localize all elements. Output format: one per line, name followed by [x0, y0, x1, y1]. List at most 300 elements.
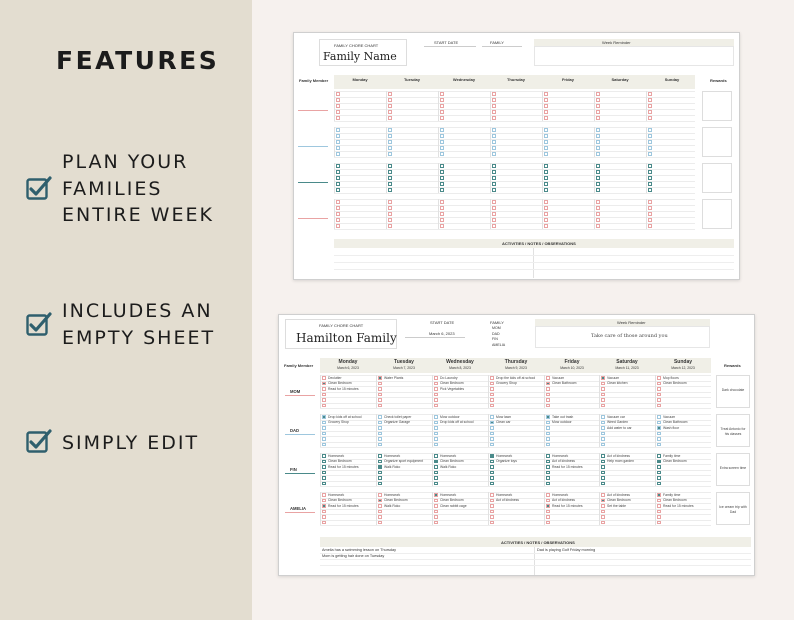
chore-checkbox[interactable]: [546, 482, 550, 486]
chore-checkbox[interactable]: [490, 432, 494, 436]
chore-checkbox[interactable]: [440, 200, 444, 204]
chore-checkbox[interactable]: [434, 387, 438, 391]
chore-checkbox[interactable]: [546, 465, 550, 469]
chore-checkbox[interactable]: [490, 387, 494, 391]
chore-item[interactable]: Act of kindness: [552, 498, 575, 503]
chore-checkbox[interactable]: [322, 482, 326, 486]
chore-checkbox[interactable]: [388, 110, 392, 114]
chore-checkbox[interactable]: [601, 476, 605, 480]
chore-checkbox[interactable]: [378, 476, 382, 480]
chore-item[interactable]: Clean Bedroom: [663, 498, 687, 503]
chore-checkbox[interactable]: [492, 140, 496, 144]
chore-checkbox[interactable]: [434, 460, 438, 464]
chore-checkbox[interactable]: [378, 432, 382, 436]
chore-checkbox[interactable]: [322, 432, 326, 436]
chore-checkbox[interactable]: [546, 476, 550, 480]
chore-checkbox[interactable]: [388, 140, 392, 144]
chore-checkbox[interactable]: [544, 104, 548, 108]
chore-checkbox[interactable]: [657, 382, 661, 386]
chore-checkbox[interactable]: [434, 454, 438, 458]
chore-item[interactable]: Organize sport equipment: [384, 459, 424, 464]
chore-checkbox[interactable]: [378, 415, 382, 419]
chore-checkbox[interactable]: [648, 92, 652, 96]
chore-item[interactable]: Clean Bathroom: [552, 381, 577, 386]
chore-checkbox[interactable]: [378, 387, 382, 391]
chore-checkbox[interactable]: [601, 443, 605, 447]
chore-checkbox[interactable]: [378, 376, 382, 380]
chore-item[interactable]: Act of kindness: [607, 453, 630, 458]
chore-checkbox[interactable]: [440, 212, 444, 216]
chore-checkbox[interactable]: [388, 206, 392, 210]
chore-checkbox[interactable]: [601, 482, 605, 486]
chore-checkbox[interactable]: [440, 104, 444, 108]
chore-checkbox[interactable]: [546, 437, 550, 441]
chore-checkbox[interactable]: [322, 476, 326, 480]
chore-checkbox[interactable]: [378, 454, 382, 458]
chore-checkbox[interactable]: [546, 376, 550, 380]
chore-checkbox[interactable]: [546, 443, 550, 447]
chore-checkbox[interactable]: [601, 454, 605, 458]
chore-checkbox[interactable]: [490, 493, 494, 497]
chore-checkbox[interactable]: [490, 443, 494, 447]
chore-checkbox[interactable]: [490, 499, 494, 503]
chore-checkbox[interactable]: [440, 128, 444, 132]
chore-item[interactable]: Clean Bathroom: [663, 420, 688, 425]
chore-checkbox[interactable]: [378, 382, 382, 386]
chore-item[interactable]: Mow outdoor: [440, 414, 460, 419]
reward-box[interactable]: [702, 199, 732, 229]
chore-checkbox[interactable]: [648, 200, 652, 204]
chore-checkbox[interactable]: [336, 146, 340, 150]
chore-checkbox[interactable]: [601, 437, 605, 441]
chore-checkbox[interactable]: [648, 218, 652, 222]
chore-checkbox[interactable]: [440, 110, 444, 114]
chore-checkbox[interactable]: [388, 224, 392, 228]
chore-checkbox[interactable]: [336, 224, 340, 228]
chore-checkbox[interactable]: [546, 415, 550, 419]
chore-checkbox[interactable]: [440, 164, 444, 168]
note-3[interactable]: Dad is playing Golf Friday morning: [537, 548, 596, 552]
chore-checkbox[interactable]: [490, 426, 494, 430]
chore-checkbox[interactable]: [490, 376, 494, 380]
chore-item[interactable]: Homework: [328, 453, 345, 458]
chore-checkbox[interactable]: [657, 393, 661, 397]
chore-checkbox[interactable]: [648, 188, 652, 192]
chore-checkbox[interactable]: [388, 170, 392, 174]
chore-item[interactable]: Clean Bedroom: [607, 498, 631, 503]
chore-item[interactable]: Clean Bedroom: [663, 459, 687, 464]
reward-box[interactable]: [702, 91, 732, 121]
chore-checkbox[interactable]: [657, 460, 661, 464]
chore-checkbox[interactable]: [492, 152, 496, 156]
chore-checkbox[interactable]: [657, 465, 661, 469]
chore-checkbox[interactable]: [546, 426, 550, 430]
chore-checkbox[interactable]: [490, 460, 494, 464]
chore-checkbox[interactable]: [492, 164, 496, 168]
reward-box[interactable]: [702, 127, 732, 157]
chore-checkbox[interactable]: [601, 460, 605, 464]
chore-checkbox[interactable]: [601, 471, 605, 475]
chore-checkbox[interactable]: [492, 110, 496, 114]
chore-checkbox[interactable]: [490, 437, 494, 441]
chore-checkbox[interactable]: [440, 182, 444, 186]
chore-checkbox[interactable]: [544, 116, 548, 120]
chore-checkbox[interactable]: [657, 421, 661, 425]
chore-checkbox[interactable]: [596, 224, 600, 228]
chore-checkbox[interactable]: [440, 134, 444, 138]
chore-checkbox[interactable]: [440, 206, 444, 210]
chore-checkbox[interactable]: [336, 164, 340, 168]
chore-checkbox[interactable]: [378, 393, 382, 397]
chore-checkbox[interactable]: [336, 218, 340, 222]
member-name[interactable]: MOM: [290, 389, 301, 394]
chore-item[interactable]: Walk Roko: [384, 503, 401, 508]
chore-checkbox[interactable]: [544, 128, 548, 132]
chore-checkbox[interactable]: [336, 170, 340, 174]
chore-checkbox[interactable]: [434, 465, 438, 469]
chore-checkbox[interactable]: [388, 188, 392, 192]
chore-checkbox[interactable]: [434, 376, 438, 380]
chore-checkbox[interactable]: [648, 116, 652, 120]
chore-checkbox[interactable]: [492, 170, 496, 174]
chore-checkbox[interactable]: [336, 152, 340, 156]
chore-item[interactable]: Homework: [384, 492, 401, 497]
chore-item[interactable]: Clean kitchen: [607, 381, 628, 386]
chore-checkbox[interactable]: [596, 134, 600, 138]
chore-checkbox[interactable]: [434, 437, 438, 441]
member-name[interactable]: FIN: [290, 467, 297, 472]
chore-checkbox[interactable]: [434, 443, 438, 447]
chore-checkbox[interactable]: [546, 398, 550, 402]
chore-checkbox[interactable]: [322, 382, 326, 386]
chore-checkbox[interactable]: [601, 404, 605, 408]
chore-checkbox[interactable]: [490, 382, 494, 386]
chore-checkbox[interactable]: [322, 499, 326, 503]
chore-checkbox[interactable]: [544, 188, 548, 192]
chore-checkbox[interactable]: [378, 521, 382, 525]
chore-item[interactable]: Vacuum: [663, 414, 676, 419]
chore-item[interactable]: Family time: [663, 453, 681, 458]
chore-checkbox[interactable]: [596, 140, 600, 144]
chore-checkbox[interactable]: [546, 471, 550, 475]
chore-checkbox[interactable]: [596, 116, 600, 120]
chore-checkbox[interactable]: [434, 482, 438, 486]
chore-checkbox[interactable]: [596, 110, 600, 114]
chore-item[interactable]: Drop kids off at school: [440, 420, 474, 425]
chore-item[interactable]: Homework: [440, 492, 457, 497]
chore-item[interactable]: Walk Roko: [440, 464, 457, 469]
chore-item[interactable]: Walk Roko: [384, 464, 401, 469]
chore-checkbox[interactable]: [322, 521, 326, 525]
chore-checkbox[interactable]: [322, 415, 326, 419]
chore-checkbox[interactable]: [657, 398, 661, 402]
chore-checkbox[interactable]: [492, 98, 496, 102]
chore-checkbox[interactable]: [492, 218, 496, 222]
chore-checkbox[interactable]: [648, 170, 652, 174]
chore-checkbox[interactable]: [322, 471, 326, 475]
chore-checkbox[interactable]: [492, 104, 496, 108]
chore-checkbox[interactable]: [648, 212, 652, 216]
chore-item[interactable]: Homework: [552, 492, 569, 497]
chore-checkbox[interactable]: [657, 515, 661, 519]
chore-checkbox[interactable]: [596, 212, 600, 216]
chore-checkbox[interactable]: [378, 504, 382, 508]
chore-item[interactable]: Drop the kids off at school: [496, 375, 536, 380]
chore-checkbox[interactable]: [596, 170, 600, 174]
chore-checkbox[interactable]: [546, 510, 550, 514]
chore-item[interactable]: Organize Garage: [384, 420, 411, 425]
chore-checkbox[interactable]: [388, 152, 392, 156]
chore-checkbox[interactable]: [492, 134, 496, 138]
chore-checkbox[interactable]: [322, 426, 326, 430]
chore-checkbox[interactable]: [601, 376, 605, 380]
chore-checkbox[interactable]: [434, 415, 438, 419]
chore-checkbox[interactable]: [544, 170, 548, 174]
chore-checkbox[interactable]: [322, 437, 326, 441]
chore-checkbox[interactable]: [657, 476, 661, 480]
chore-checkbox[interactable]: [648, 206, 652, 210]
chore-checkbox[interactable]: [544, 98, 548, 102]
note-1[interactable]: Amelia has a swimming lesson on Thursday: [322, 548, 397, 552]
chore-checkbox[interactable]: [490, 510, 494, 514]
chore-checkbox[interactable]: [378, 499, 382, 503]
chore-checkbox[interactable]: [601, 382, 605, 386]
chore-checkbox[interactable]: [322, 421, 326, 425]
chore-checkbox[interactable]: [544, 218, 548, 222]
chore-checkbox[interactable]: [388, 164, 392, 168]
chore-checkbox[interactable]: [322, 465, 326, 469]
chore-item[interactable]: Read for 15 minutes: [663, 503, 694, 508]
chore-item[interactable]: Take out trash: [552, 414, 574, 419]
chore-checkbox[interactable]: [601, 515, 605, 519]
chore-checkbox[interactable]: [322, 504, 326, 508]
chore-checkbox[interactable]: [601, 465, 605, 469]
chore-checkbox[interactable]: [336, 176, 340, 180]
chore-checkbox[interactable]: [544, 92, 548, 96]
chore-checkbox[interactable]: [492, 182, 496, 186]
reward-box[interactable]: [702, 163, 732, 193]
chore-checkbox[interactable]: [601, 493, 605, 497]
chore-checkbox[interactable]: [546, 421, 550, 425]
chore-checkbox[interactable]: [336, 188, 340, 192]
chore-checkbox[interactable]: [544, 176, 548, 180]
chore-item[interactable]: Do Laundry: [440, 375, 458, 380]
chore-checkbox[interactable]: [322, 510, 326, 514]
chore-checkbox[interactable]: [601, 426, 605, 430]
chore-checkbox[interactable]: [492, 92, 496, 96]
chore-checkbox[interactable]: [378, 421, 382, 425]
chore-checkbox[interactable]: [336, 140, 340, 144]
chore-checkbox[interactable]: [434, 421, 438, 425]
chore-item[interactable]: Homework: [552, 453, 569, 458]
chore-checkbox[interactable]: [544, 224, 548, 228]
chore-checkbox[interactable]: [434, 398, 438, 402]
chore-checkbox[interactable]: [544, 212, 548, 216]
chore-checkbox[interactable]: [434, 426, 438, 430]
chore-checkbox[interactable]: [596, 92, 600, 96]
chore-checkbox[interactable]: [322, 404, 326, 408]
chore-checkbox[interactable]: [601, 510, 605, 514]
chore-checkbox[interactable]: [336, 110, 340, 114]
chore-checkbox[interactable]: [388, 212, 392, 216]
chore-checkbox[interactable]: [440, 176, 444, 180]
chore-checkbox[interactable]: [440, 98, 444, 102]
chore-checkbox[interactable]: [657, 432, 661, 436]
chore-checkbox[interactable]: [490, 482, 494, 486]
chore-checkbox[interactable]: [601, 432, 605, 436]
chore-item[interactable]: Read for 15 minutes: [552, 464, 583, 469]
chore-checkbox[interactable]: [388, 182, 392, 186]
chore-checkbox[interactable]: [648, 140, 652, 144]
chore-checkbox[interactable]: [440, 146, 444, 150]
chore-item[interactable]: Clean Bedroom: [328, 381, 352, 386]
chore-checkbox[interactable]: [601, 504, 605, 508]
chore-checkbox[interactable]: [378, 465, 382, 469]
chore-item[interactable]: Mow lawn: [496, 414, 512, 419]
chore-checkbox[interactable]: [434, 432, 438, 436]
chore-checkbox[interactable]: [490, 465, 494, 469]
reward-text[interactable]: Ice cream trip with Dad: [719, 505, 747, 514]
chore-checkbox[interactable]: [378, 471, 382, 475]
chore-item[interactable]: Act of kindness: [607, 492, 630, 497]
chore-checkbox[interactable]: [490, 471, 494, 475]
chore-checkbox[interactable]: [648, 164, 652, 168]
chore-item[interactable]: Read for 15 minutes: [552, 503, 583, 508]
chore-checkbox[interactable]: [434, 476, 438, 480]
chore-item[interactable]: Homework: [496, 492, 513, 497]
chore-checkbox[interactable]: [378, 510, 382, 514]
chore-checkbox[interactable]: [492, 146, 496, 150]
chore-checkbox[interactable]: [440, 188, 444, 192]
chore-checkbox[interactable]: [648, 110, 652, 114]
chore-checkbox[interactable]: [657, 443, 661, 447]
chore-checkbox[interactable]: [492, 188, 496, 192]
chore-checkbox[interactable]: [388, 176, 392, 180]
chore-item[interactable]: Clean Bedroom: [440, 498, 464, 503]
chore-checkbox[interactable]: [546, 504, 550, 508]
chore-checkbox[interactable]: [490, 404, 494, 408]
chore-item[interactable]: Read for 15 minutes: [328, 386, 359, 391]
chore-checkbox[interactable]: [322, 493, 326, 497]
chore-checkbox[interactable]: [490, 393, 494, 397]
chore-checkbox[interactable]: [596, 104, 600, 108]
chore-item[interactable]: Clean Bedroom: [328, 459, 352, 464]
chore-checkbox[interactable]: [440, 218, 444, 222]
chore-checkbox[interactable]: [434, 393, 438, 397]
chore-checkbox[interactable]: [434, 404, 438, 408]
chore-checkbox[interactable]: [544, 200, 548, 204]
chore-checkbox[interactable]: [388, 218, 392, 222]
chore-checkbox[interactable]: [490, 515, 494, 519]
chore-checkbox[interactable]: [596, 206, 600, 210]
chore-checkbox[interactable]: [648, 104, 652, 108]
chore-item[interactable]: Clean car: [496, 420, 511, 425]
chore-checkbox[interactable]: [657, 482, 661, 486]
chore-checkbox[interactable]: [336, 200, 340, 204]
chore-checkbox[interactable]: [336, 98, 340, 102]
chore-checkbox[interactable]: [490, 521, 494, 525]
chore-checkbox[interactable]: [596, 152, 600, 156]
chore-checkbox[interactable]: [648, 134, 652, 138]
chore-checkbox[interactable]: [490, 415, 494, 419]
chore-checkbox[interactable]: [388, 134, 392, 138]
chore-checkbox[interactable]: [657, 493, 661, 497]
chore-checkbox[interactable]: [492, 206, 496, 210]
chore-checkbox[interactable]: [657, 437, 661, 441]
chore-item[interactable]: Homework: [328, 492, 345, 497]
chore-checkbox[interactable]: [378, 426, 382, 430]
chore-item[interactable]: Read for 15 minutes: [328, 464, 359, 469]
chore-checkbox[interactable]: [648, 98, 652, 102]
chore-checkbox[interactable]: [546, 493, 550, 497]
chore-checkbox[interactable]: [596, 146, 600, 150]
chore-item[interactable]: Grocery Shop: [496, 381, 517, 386]
chore-item[interactable]: Declutter: [328, 375, 342, 380]
chore-checkbox[interactable]: [596, 176, 600, 180]
chore-item[interactable]: Clean Bedroom: [328, 498, 352, 503]
chore-checkbox[interactable]: [601, 499, 605, 503]
chore-checkbox[interactable]: [648, 176, 652, 180]
chore-item[interactable]: Wash floor: [663, 425, 680, 430]
chore-checkbox[interactable]: [546, 460, 550, 464]
chore-item[interactable]: Family time: [663, 492, 681, 497]
chore-checkbox[interactable]: [544, 146, 548, 150]
chore-checkbox[interactable]: [378, 398, 382, 402]
chore-checkbox[interactable]: [440, 116, 444, 120]
chore-checkbox[interactable]: [492, 176, 496, 180]
chore-checkbox[interactable]: [388, 128, 392, 132]
chore-checkbox[interactable]: [440, 140, 444, 144]
chore-checkbox[interactable]: [657, 471, 661, 475]
chore-item[interactable]: Clean Bedroom: [663, 381, 687, 386]
reward-text[interactable]: Dark chocolate: [721, 388, 745, 392]
chore-checkbox[interactable]: [434, 510, 438, 514]
chore-checkbox[interactable]: [440, 224, 444, 228]
chore-checkbox[interactable]: [546, 382, 550, 386]
chore-item[interactable]: Act of kindness: [496, 498, 519, 503]
chore-checkbox[interactable]: [490, 504, 494, 508]
chore-checkbox[interactable]: [648, 146, 652, 150]
chore-checkbox[interactable]: [648, 182, 652, 186]
chore-checkbox[interactable]: [336, 182, 340, 186]
chore-checkbox[interactable]: [657, 426, 661, 430]
chore-item[interactable]: Vacuum: [607, 375, 620, 380]
member-name[interactable]: AMELIA: [290, 506, 307, 511]
reward-text[interactable]: Treat Antonio for his classes: [720, 427, 746, 436]
chore-checkbox[interactable]: [388, 104, 392, 108]
chore-checkbox[interactable]: [434, 504, 438, 508]
chore-item[interactable]: Act of kindness: [552, 459, 575, 464]
chore-checkbox[interactable]: [546, 404, 550, 408]
chore-item[interactable]: Mop floors: [663, 375, 679, 380]
chore-item[interactable]: Read for 15 minutes: [328, 503, 359, 508]
chore-checkbox[interactable]: [544, 164, 548, 168]
chore-checkbox[interactable]: [601, 393, 605, 397]
chore-checkbox[interactable]: [546, 499, 550, 503]
chore-item[interactable]: Clean rabbit cage: [440, 503, 467, 508]
note-2[interactable]: Mom is getting hair done on Tuesday: [322, 554, 385, 558]
chore-checkbox[interactable]: [544, 110, 548, 114]
chore-checkbox[interactable]: [492, 128, 496, 132]
chore-checkbox[interactable]: [657, 376, 661, 380]
chore-checkbox[interactable]: [378, 482, 382, 486]
chore-checkbox[interactable]: [322, 443, 326, 447]
chore-checkbox[interactable]: [601, 421, 605, 425]
chore-checkbox[interactable]: [434, 493, 438, 497]
chore-checkbox[interactable]: [596, 182, 600, 186]
chore-checkbox[interactable]: [490, 421, 494, 425]
chore-checkbox[interactable]: [657, 387, 661, 391]
